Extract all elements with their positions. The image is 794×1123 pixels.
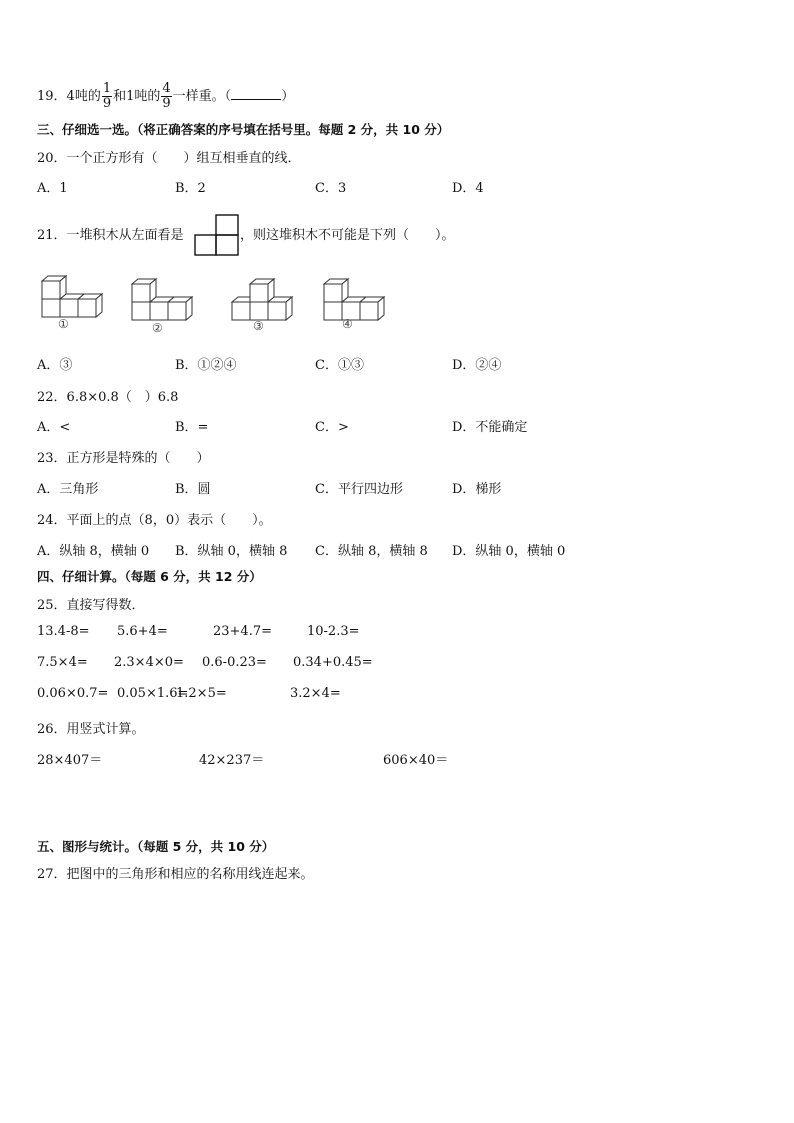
calc-item: 13.4-8= xyxy=(37,624,90,639)
calc-item: 7.5×4= xyxy=(37,655,88,670)
calc-item: 2.3×4×0= xyxy=(114,655,184,670)
q21-option-c[interactable]: C．①③ xyxy=(315,358,364,373)
q23-option-b[interactable]: B．圆 xyxy=(175,482,211,497)
question-22-stem: 22．6.8×0.8（ ）6.8 xyxy=(37,390,179,405)
q24-option-a[interactable]: A．纵轴 8，横轴 0 xyxy=(37,544,150,559)
q21-option-d[interactable]: D．②④ xyxy=(452,358,502,373)
vertical-calc-item: 28×407＝ xyxy=(37,753,103,768)
q22-option-c[interactable]: C．> xyxy=(315,420,349,435)
figure-label-2: ② xyxy=(152,321,163,335)
question-25-stem: 25．直接写得数． xyxy=(37,598,145,613)
block-figure-2 xyxy=(130,282,196,324)
calc-item: 0.05×1.6= xyxy=(117,686,189,701)
q20-option-b[interactable]: B．2 xyxy=(175,181,206,196)
q19-text-2: 和1吨的 xyxy=(113,89,161,104)
q19-text-1: 19．4吨的 xyxy=(37,89,101,104)
q21-option-b[interactable]: B．①②④ xyxy=(175,358,237,373)
q23-option-a[interactable]: A．三角形 xyxy=(37,482,99,497)
calc-item: 1.2×5= xyxy=(176,686,227,701)
question-24-stem: 24．平面上的点（8，0）表示（ ）。 xyxy=(37,513,272,528)
q23-option-d[interactable]: D．梯形 xyxy=(452,482,502,497)
q20-option-d[interactable]: D．4 xyxy=(452,181,484,196)
calc-item: 0.6-0.23= xyxy=(202,655,267,670)
figure-label-3: ③ xyxy=(253,319,264,333)
block-figure-3 xyxy=(230,280,294,322)
q24-option-d[interactable]: D．纵轴 0，横轴 0 xyxy=(452,544,566,559)
section-4-heading: 四、仔细计算。（每题 6 分，共 12 分） xyxy=(37,569,262,584)
question-27-stem: 27．把图中的三角形和相应的名称用线连起来。 xyxy=(37,867,314,882)
answer-blank[interactable] xyxy=(231,87,281,100)
vertical-calc-item: 42×237＝ xyxy=(199,753,265,768)
q19-text-3: 一样重。（ xyxy=(172,89,232,104)
q22-option-a[interactable]: A．< xyxy=(37,420,71,435)
fraction-1-9: $\frac{1}{9}$ xyxy=(102,81,112,111)
calc-item: 3.2×4= xyxy=(290,686,341,701)
q24-option-c[interactable]: C．纵轴 8，横轴 8 xyxy=(315,544,428,559)
q20-option-a[interactable]: A．1 xyxy=(37,181,68,196)
q21-option-a[interactable]: A．③ xyxy=(37,358,73,373)
calc-item: 10-2.3= xyxy=(307,624,360,639)
calc-item: 5.6+4= xyxy=(117,624,168,639)
q19-text-4: ） xyxy=(281,89,295,104)
vertical-calc-item: 606×40＝ xyxy=(383,753,449,768)
block-figure-4 xyxy=(322,280,386,322)
figure-label-1: ① xyxy=(58,317,69,331)
q24-option-b[interactable]: B．纵轴 0，横轴 8 xyxy=(175,544,288,559)
question-21-stem-b: ，则这堆积木不可能是下列（ ）。 xyxy=(240,228,455,243)
calc-item: 0.06×0.7= xyxy=(37,686,109,701)
fraction-4-9: $\frac{4}{9}$ xyxy=(162,81,171,111)
section-3-heading: 三、仔细选一选。（将正确答案的序号填在括号里。每题 2 分，共 10 分） xyxy=(37,122,450,137)
calc-item: 0.34+0.45= xyxy=(293,655,373,670)
q23-option-c[interactable]: C．平行四边形 xyxy=(315,482,403,497)
question-23-stem: 23．正方形是特殊的（ ） xyxy=(37,451,210,466)
block-figure-1 xyxy=(40,278,102,334)
question-21-stem-a: 21．一堆积木从左面看是 xyxy=(37,228,184,243)
q22-option-b[interactable]: B．= xyxy=(175,420,209,435)
left-view-figure xyxy=(194,214,240,256)
question-20-stem: 20．一个正方形有（ ）组互相垂直的线． xyxy=(37,151,301,166)
calc-item: 23+4.7= xyxy=(213,624,273,639)
section-5-heading: 五、图形与统计。（每题 5 分，共 10 分） xyxy=(37,839,275,854)
figure-label-4: ④ xyxy=(342,317,353,331)
question-19 xyxy=(37,82,294,112)
question-26-stem: 26．用竖式计算。 xyxy=(37,722,145,737)
q20-option-c[interactable]: C．3 xyxy=(315,181,347,196)
q22-option-d[interactable]: D．不能确定 xyxy=(452,420,528,435)
